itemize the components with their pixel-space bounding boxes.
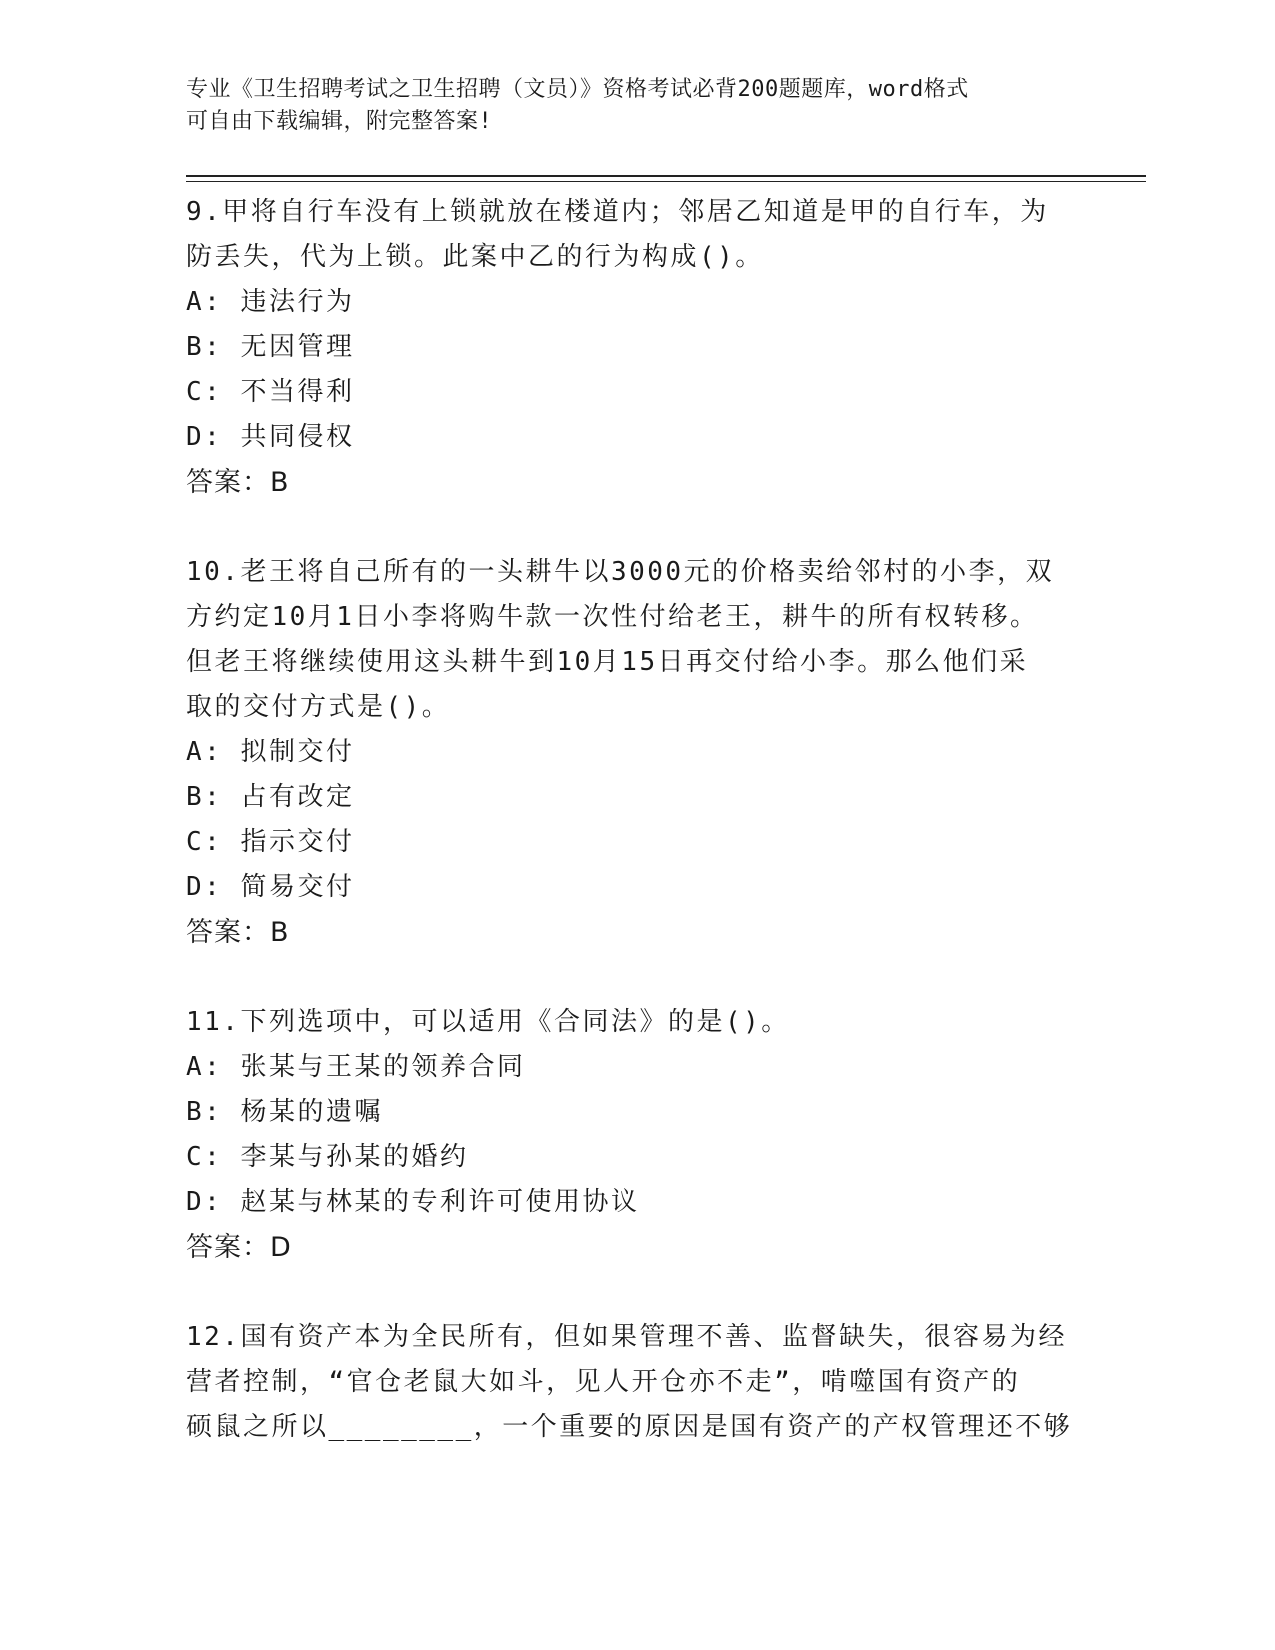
option-b: B: 占有改定: [186, 782, 355, 812]
question-text-line: 11.下列选项中，可以适用《合同法》的是()。: [186, 1007, 790, 1037]
option-a: A: 拟制交付: [186, 737, 355, 767]
question-text-line: 防丢失，代为上锁。此案中乙的行为构成()。: [186, 242, 764, 272]
header-line-2: 可自由下载编辑，附完整答案!: [186, 109, 493, 134]
question-list: [186, 190, 1076, 1450]
option-d: D: 共同侵权: [186, 422, 355, 452]
answer: 答案：B: [186, 917, 290, 948]
question-spacer: [186, 955, 1076, 1000]
question-10: [186, 550, 1076, 955]
document-header: [186, 74, 1066, 138]
option-c: C: 李某与孙某的婚约: [186, 1142, 469, 1172]
question-12: [186, 1315, 1076, 1450]
question-9: [186, 190, 1076, 505]
question-text-line: 10.老王将自己所有的一头耕牛以3000元的价格卖给邻村的小李，双: [186, 557, 1055, 587]
option-d: D: 赵某与林某的专利许可使用协议: [186, 1187, 640, 1217]
answer: 答案：B: [186, 467, 290, 498]
question-text-line: 方约定10月1日小李将购牛款一次性付给老王，耕牛的所有权转移。: [186, 602, 1039, 632]
question-spacer: [186, 1270, 1076, 1315]
question-text-line: 但老王将继续使用这头耕牛到10月15日再交付给小李。那么他们采: [186, 647, 1029, 677]
option-c: C: 指示交付: [186, 827, 355, 857]
option-d: D: 简易交付: [186, 872, 355, 902]
header-divider-thick: [186, 175, 1146, 177]
option-b: B: 无因管理: [186, 332, 355, 362]
question-text-line: 营者控制，“官仓老鼠大如斗，见人开仓亦不走”，啃噬国有资产的: [186, 1367, 1021, 1397]
header-divider-thin: [186, 181, 1146, 182]
question-text-line: 9.甲将自行车没有上锁就放在楼道内；邻居乙知道是甲的自行车，为: [186, 197, 1049, 227]
option-a: A: 张某与王某的领养合同: [186, 1052, 526, 1082]
question-text-line: 取的交付方式是()。: [186, 692, 451, 722]
question-text-line: 硕鼠之所以________，一个重要的原因是国有资产的产权管理还不够: [186, 1412, 1073, 1442]
question-text-line: 12.国有资产本为全民所有，但如果管理不善、监督缺失，很容易为经: [186, 1322, 1067, 1352]
question-11: [186, 1000, 1076, 1270]
answer: 答案：D: [186, 1232, 292, 1263]
question-spacer: [186, 505, 1076, 550]
header-line-1: 专业《卫生招聘考试之卫生招聘（文员）》资格考试必背200题题库，word格式: [186, 77, 969, 102]
option-c: C: 不当得利: [186, 377, 355, 407]
option-b: B: 杨某的遗嘱: [186, 1097, 383, 1127]
option-a: A: 违法行为: [186, 287, 355, 317]
